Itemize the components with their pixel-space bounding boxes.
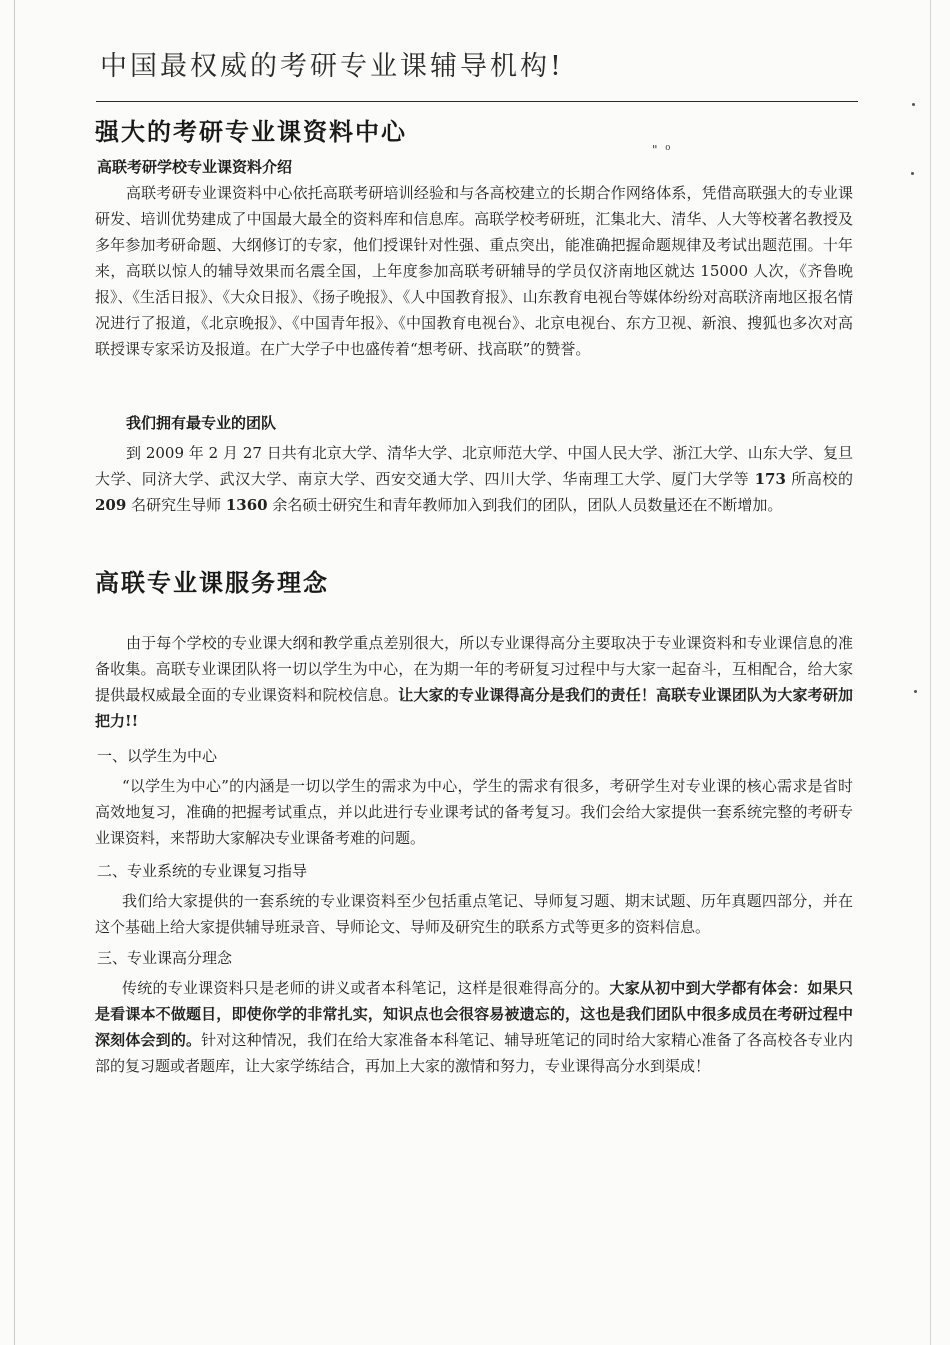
item3-heading: 三、专业课高分理念 <box>97 949 233 967</box>
item3-paragraph <box>95 975 853 1079</box>
item3-text: 针对这种情况，我们在给大家准备本科笔记、辅导班笔记的同时给大家精心准备了各高校各专业内部的复习题或者题库，让大家学练结合，再加上大家的激情和努力，专业课得高分水到渠成！ <box>95 1031 853 1075</box>
scan-speck <box>914 690 917 693</box>
team-text: 余名硕士研究生和青年教师加入到我们的团队，团队人员数量还在不断增加。 <box>267 496 783 514</box>
team-university-count: 173 <box>754 470 786 488</box>
team-supervisor-count: 209 <box>95 496 127 514</box>
item3-text: 传统的专业课资料只是老师的讲义或者本科笔记，这样是很难得高分的。 <box>122 979 610 997</box>
section1-intro-paragraph: 高联考研专业课资料中心依托高联考研培训经验和与各高校建立的长期合作网络体系，凭借高联强大的专业课研发、培训优势建成了中国最大最全的资料库和信息库。高联学校考研班，汇集北大、清华、人大等校著名教授及多年参加考研命题、大纲修订的专家，他们授课针对性强、重点突出，能准确把握命题规律及考试出题范围。十年来，高联以惊人的辅导效果而名震全国，上年度参加高联考研辅导的学员仅济南地区就达 15000 人次，《齐鲁晚报》、《生活日报》、《大众日报》、《扬子晚报》、《人中国教育报》、山东教育电视台等媒体纷纷对高联济南地区报名情况进行了报道，《北京晚报》、《中国青年报》、《中国教育电视台》、北京电视台、东方卫视、新浪、搜狐也多次对高联授课专家采访及报道。在广大学子中也盛传着“想考研、找高联”的赞誉。 <box>95 184 853 358</box>
section2-intro-text: 由于每个学校的专业课大纲和教学重点差别很大，所以专业课得高分主要取决于专业课资料和专业课信息的准备收集。高联专业课团队将一切以学生为中心，在为期一年的考研复习过程中与大家一起奋斗，互相配合，给大家提供最权威最全面的专业课资料和院校信息。 <box>95 634 853 704</box>
section1-subheading: 高联考研学校专业课资料介绍 <box>97 158 293 176</box>
page-edge-left <box>14 0 15 1345</box>
scan-speck <box>912 103 915 106</box>
page-header-title: 中国最权威的考研专业课辅导机构! <box>100 51 564 82</box>
section2-intro-emphasis: 让大家的专业课得高分是我们的责任！高联专业课团队为大家考研加把力!! <box>95 686 853 730</box>
section2-heading: 高联专业课服务理念 <box>95 568 329 597</box>
team-text: 所高校的 <box>785 470 853 488</box>
team-text: 到 2009 年 2 月 27 日共有北京大学、清华大学、北京师范大学、中国人民大学、浙江大学、山东大学、复旦大学、同济大学、武汉大学、南京大学、西安交通大学、四川大学、华南理工大学、厦门大学等 <box>95 444 853 488</box>
team-paragraph <box>95 440 853 518</box>
scan-mark: " ⁰ <box>652 143 673 157</box>
item1-paragraph: “以学生为中心”的内涵是一切以学生的需求为中心，学生的需求有很多，考研学生对专业课的核心需求是省时高效地复习，准确的把握考试重点，并以此进行专业课考试的备考复习。我们会给大家提供一套系统完整的考研专业课资料，来帮助大家解决专业课备考难的问题。 <box>95 777 853 847</box>
item2-heading: 二、专业系统的专业课复习指导 <box>97 862 308 880</box>
section2-intro-paragraph <box>95 630 853 734</box>
team-text: 名研究生导师 <box>126 496 226 514</box>
team-heading: 我们拥有最专业的团队 <box>126 414 277 432</box>
scan-speck <box>911 172 914 175</box>
team-student-count: 1360 <box>225 496 268 514</box>
item1-heading: 一、以学生为中心 <box>97 747 218 765</box>
item3-emphasis: 大家从初中到大学都有体会：如果只是看课本不做题目，即使你学的非常扎实，知识点也会很容易被遗忘的，这也是我们团队中很多成员在考研过程中深刻体会到的。 <box>95 979 853 1049</box>
section1-heading: 强大的考研专业课资料中心 <box>95 117 407 146</box>
item2-paragraph: 我们给大家提供的一套系统的专业课资料至少包括重点笔记、导师复习题、期末试题、历年真题四部分，并在这个基础上给大家提供辅导班录音、导师论文、导师及研究生的联系方式等更多的资料信息。 <box>95 892 853 936</box>
header-divider <box>96 101 858 102</box>
page-edge-right <box>930 0 931 1345</box>
